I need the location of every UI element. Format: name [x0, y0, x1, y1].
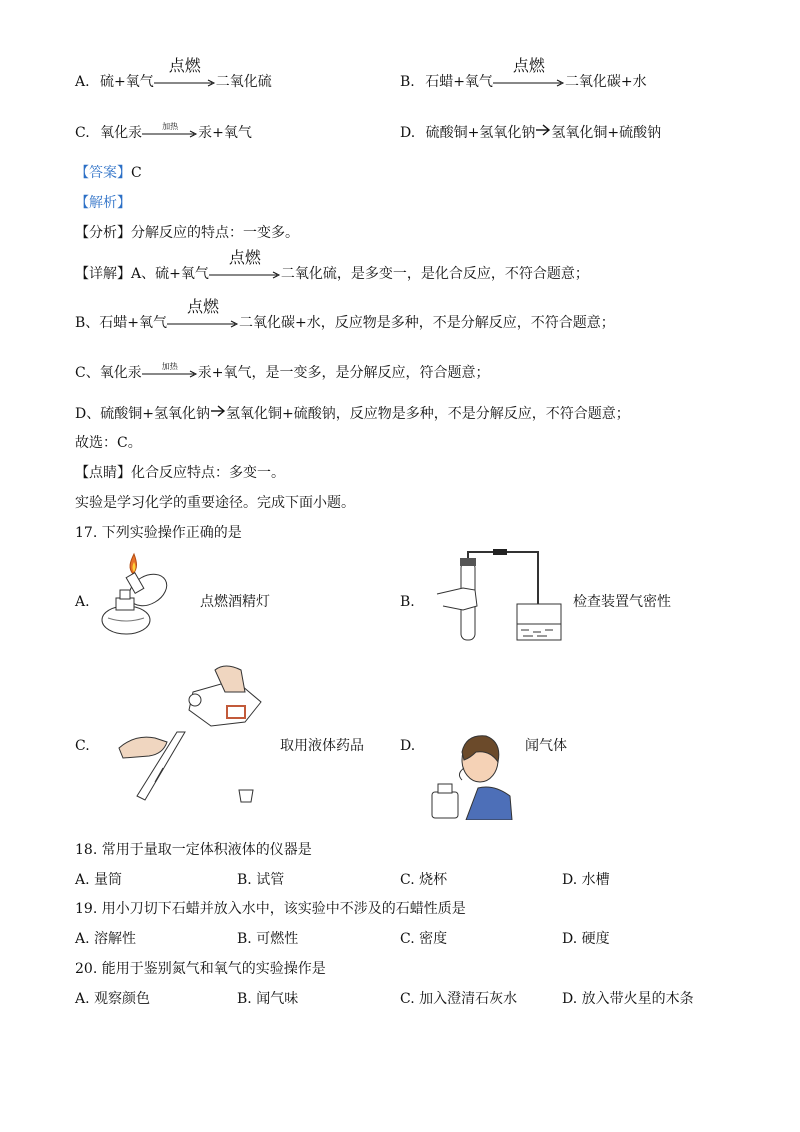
dianjing-text: 化合反应特点：多变一。 [131, 465, 285, 481]
q17-option-b-label: B. [400, 594, 415, 610]
fenxi-tag: 【分析】 [75, 225, 131, 241]
detail-reactants: C、氧化汞 [75, 365, 142, 381]
q18-option-c: C. 烧杯 [400, 872, 448, 888]
products: 二氧化硫 [215, 74, 272, 90]
reaction-arrow [154, 56, 216, 92]
reactants: 氧化汞 [100, 125, 143, 141]
choose-line: 故选：C。 [75, 435, 142, 451]
reaction-arrow [142, 123, 198, 143]
reaction-condition: 点燃 [168, 56, 201, 75]
reaction-arrow [210, 404, 226, 424]
option-label: B. [400, 74, 415, 90]
products: 氢氧化铜+硫酸钠 [551, 125, 662, 141]
q20-option-c: C. 加入澄清石灰水 [400, 991, 518, 1007]
q18-option-a: A. 量筒 [75, 872, 123, 888]
detail-line-c [75, 363, 489, 383]
reaction-arrow [142, 363, 198, 383]
q17-option-a-text: 点燃酒精灯 [200, 594, 270, 610]
dianjing-tag: 【点睛】 [75, 465, 131, 481]
reaction-arrow [493, 56, 565, 92]
q19-stem: 19. 用小刀切下石蜡并放入水中，该实验中不涉及的石蜡性质是 [75, 901, 466, 917]
q19-option-d: D. 硬度 [562, 931, 610, 947]
q16-option-d [400, 123, 661, 143]
products: 二氧化碳+水 [564, 74, 647, 90]
intro-text: 实验是学习化学的重要途径。完成下面小题。 [75, 495, 355, 511]
detail-explanation: 汞+氧气，是一变多，是分解反应，符合题意； [197, 365, 490, 381]
reactants: 石蜡+氧气 [425, 74, 493, 90]
reactants: 硫酸铜+氢氧化钠 [425, 125, 536, 141]
answer-value: C [131, 165, 142, 181]
q19-option-a: A. 溶解性 [75, 931, 137, 947]
q20-option-d: D. 放入带火星的木条 [562, 991, 694, 1007]
q16-option-b [400, 56, 647, 92]
q18-option-b: B. 试管 [237, 872, 285, 888]
option-label: D. [400, 125, 416, 141]
q19-option-c: C. 密度 [400, 931, 448, 947]
analysis-tag: 【解析】 [75, 195, 131, 211]
fenxi-text: 分解反应的特点：一变多。 [131, 225, 299, 241]
answer-line [75, 163, 142, 183]
detail-explanation: 氢氧化铜+硫酸钠，反应物是多种，不是分解反应，不符合题意； [225, 406, 630, 422]
q16-option-c [75, 123, 252, 143]
q18-stem: 18. 常用于量取一定体积液体的仪器是 [75, 842, 312, 858]
q19-option-b: B. 可燃性 [237, 931, 299, 947]
reaction-arrow [167, 297, 239, 333]
reaction-condition: 点燃 [228, 248, 261, 267]
reaction-condition: 点燃 [187, 297, 220, 316]
smell-gas-illustration [428, 730, 518, 820]
detail-reactants: B、石蜡+氧气 [75, 315, 168, 331]
detail-line-a [75, 248, 589, 284]
airtightness-check-illustration [433, 548, 568, 644]
reaction-arrow [209, 248, 281, 284]
q17-option-d-text: 闻气体 [525, 738, 567, 754]
reaction-arrow [535, 123, 551, 143]
option-label: C. [75, 125, 90, 141]
detail-explanation: 二氧化碳+水，反应物是多种，不是分解反应，不符合题意； [239, 315, 615, 331]
products: 汞+氧气 [198, 125, 252, 141]
reaction-condition: 点燃 [512, 56, 545, 75]
q20-option-b: B. 闻气味 [237, 991, 299, 1007]
detail-reactants: D、硫酸铜+氢氧化钠 [75, 406, 210, 422]
q17-option-c-text: 取用液体药品 [280, 738, 364, 754]
pour-liquid-illustration [115, 662, 285, 810]
detail-line-b [75, 297, 615, 333]
xiangjie-tag: 【详解】 [75, 266, 131, 282]
q20-option-a: A. 观察颜色 [75, 991, 151, 1007]
reaction-condition: 加热 [161, 362, 178, 371]
reaction-condition: 加热 [162, 122, 179, 131]
dianjing-line [75, 463, 285, 483]
q20-stem: 20. 能用于鉴别氮气和氧气的实验操作是 [75, 961, 326, 977]
q17-option-d-label: D. [400, 738, 416, 754]
answer-tag: 【答案】 [75, 165, 131, 181]
q18-option-d: D. 水槽 [562, 872, 610, 888]
fenxi-line [75, 223, 299, 243]
option-label: A. [75, 74, 90, 90]
detail-line-d [75, 404, 630, 424]
q17-option-a-label: A. [75, 594, 90, 610]
q16-option-a [75, 56, 272, 92]
detail-explanation: 二氧化硫，是多变一，是化合反应，不符合题意； [280, 266, 589, 282]
reactants: 硫+氧气 [100, 74, 154, 90]
q17-option-c-label: C. [75, 738, 90, 754]
q17-option-b-text: 检查装置气密性 [573, 594, 671, 610]
alcohol-lamp-ignite-illustration [100, 550, 190, 640]
q17-stem: 17. 下列实验操作正确的是 [75, 525, 242, 541]
detail-reactants: A、硫+氧气 [131, 266, 209, 282]
